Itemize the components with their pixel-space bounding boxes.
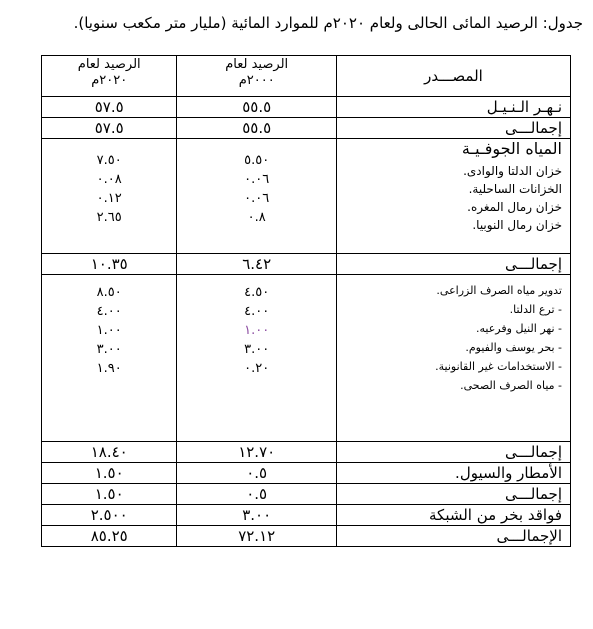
evaporation-2020-cell xyxy=(42,505,177,526)
groundwater-row xyxy=(42,139,571,254)
reuse-2020-values xyxy=(50,283,168,378)
reuse-title: تدوير مياه الصرف الزراعى. xyxy=(436,284,562,297)
balance-2020-header-cell xyxy=(42,56,177,97)
reuse-total-label-cell xyxy=(336,442,570,463)
reuse-item-4-2020: ٣.٠٠ xyxy=(96,342,122,357)
source-header-label: المصـــدر xyxy=(424,67,483,85)
groundwater-2020-values xyxy=(50,151,168,227)
reuse-item-4-label: - الاستخدامات غير القانونية. xyxy=(435,360,562,373)
grand-total-2020-value: ٨٥.٢٥ xyxy=(90,527,128,545)
nile-total-2020-value: ٥٧.٥ xyxy=(94,119,124,137)
groundwater-total-2020-cell xyxy=(42,254,177,275)
evaporation-2000-cell xyxy=(177,505,337,526)
groundwater-2000-values xyxy=(185,151,328,227)
rain-total-label: إجمالـــى xyxy=(505,485,562,503)
reuse-total-label: إجمالـــى xyxy=(505,443,562,461)
groundwater-item-1-label: خزان الدلتا والوادى. xyxy=(463,164,562,178)
nile-total-row xyxy=(42,118,571,139)
groundwater-item-3-2000: ٠.٠٦ xyxy=(244,191,270,206)
rain-label: الأمطار والسيول. xyxy=(455,464,562,482)
nile-total-label-cell xyxy=(336,118,570,139)
evaporation-2020-value: ٢.٥٠٠ xyxy=(90,506,128,524)
groundwater-total-row xyxy=(42,254,571,275)
groundwater-2020-cell xyxy=(42,139,177,254)
groundwater-item-4-2000: ٠.٨ xyxy=(247,210,266,225)
balance-2000-header-line1: الرصيد لعام xyxy=(225,57,289,72)
balance-2000-header-line2: ٢٠٠٠م xyxy=(238,73,275,88)
nile-2000-value: ٥٥.٥ xyxy=(242,98,272,116)
groundwater-total-2020-value: ١٠.٣٥ xyxy=(90,255,128,273)
groundwater-total-label: إجمالـــى xyxy=(505,255,562,273)
reuse-list xyxy=(345,281,562,395)
grand-total-2000-cell xyxy=(177,526,337,547)
reuse-item-1-label: - ترع الدلتا. xyxy=(509,303,562,316)
reuse-item-4-2000: ٣.٠٠ xyxy=(244,342,270,357)
reuse-item-3-label: - بحر يوسف والفيوم. xyxy=(465,341,562,354)
nile-2020-value: ٥٧.٥ xyxy=(94,98,124,116)
grand-total-2000-value: ٧٢.١٢ xyxy=(238,527,276,545)
groundwater-item-2-2020: ٠.٠٨ xyxy=(96,172,122,187)
reuse-item-5-2000: ٠.٢٠ xyxy=(244,361,270,376)
groundwater-total-2000-value: ٦.٤٢ xyxy=(242,255,272,273)
groundwater-list xyxy=(345,139,562,234)
rain-total-2020-cell xyxy=(42,484,177,505)
balance-2000-header xyxy=(185,56,328,89)
balance-2000-header-cell xyxy=(177,56,337,97)
rain-total-2020-value: ١.٥٠ xyxy=(94,485,124,503)
reuse-item-3-2020: ١.٠٠ xyxy=(96,323,122,338)
groundwater-item-2-label: الخزانات الساحلية. xyxy=(468,182,562,196)
reuse-item-5-2020: ١.٩٠ xyxy=(96,361,122,376)
grand-total-label: الإجمالـــى xyxy=(496,527,562,545)
reuse-row xyxy=(42,275,571,442)
rain-total-2000-value: ٠.٥ xyxy=(246,485,268,503)
reuse-label-cell xyxy=(336,275,570,442)
reuse-2000-values xyxy=(185,283,328,378)
balance-2020-header xyxy=(50,56,168,89)
reuse-2000-cell xyxy=(177,275,337,442)
reuse-item-2-2000: ٤.٠٠ xyxy=(244,304,270,319)
groundwater-label-cell xyxy=(336,139,570,254)
rain-total-2000-cell xyxy=(177,484,337,505)
reuse-total-row xyxy=(42,442,571,463)
water-resources-table xyxy=(41,55,571,547)
source-header-cell xyxy=(336,56,570,97)
reuse-2020-cell xyxy=(42,275,177,442)
nile-label: نـهـر الـنـيـل xyxy=(486,98,562,116)
groundwater-item-3-label: خزان رمال المغره. xyxy=(467,200,562,214)
rain-total-row xyxy=(42,484,571,505)
groundwater-2000-cell xyxy=(177,139,337,254)
rain-label-cell xyxy=(336,463,570,484)
groundwater-item-3-2020: ٠.١٢ xyxy=(96,191,122,206)
nile-row xyxy=(42,97,571,118)
groundwater-item-1-2020: ٧.٥٠ xyxy=(96,153,122,168)
rain-2020-value: ١.٥٠ xyxy=(94,464,124,482)
reuse-total-2000-value: ١٢.٧٠ xyxy=(238,443,276,461)
grand-total-2020-cell xyxy=(42,526,177,547)
evaporation-row xyxy=(42,505,571,526)
grand-total-label-cell xyxy=(336,526,570,547)
rain-2000-cell xyxy=(177,463,337,484)
evaporation-label: فواقد بخر من الشبكة xyxy=(429,506,562,524)
nile-total-2020-cell xyxy=(42,118,177,139)
nile-total-2000-value: ٥٥.٥ xyxy=(242,119,272,137)
groundwater-item-2-2000: ٠.٠٦ xyxy=(244,172,270,187)
nile-2020-cell xyxy=(42,97,177,118)
reuse-item-1-2000: ٤.٥٠ xyxy=(244,285,270,300)
reuse-item-2-2020: ٤.٠٠ xyxy=(96,304,122,319)
groundwater-item-4-2020: ٢.٦٥ xyxy=(96,210,122,225)
nile-label-cell xyxy=(336,97,570,118)
rain-row xyxy=(42,463,571,484)
groundwater-item-1-2000: ٥.٥٠ xyxy=(244,153,270,168)
rain-total-label-cell xyxy=(336,484,570,505)
reuse-total-2000-cell xyxy=(177,442,337,463)
groundwater-total-label-cell xyxy=(336,254,570,275)
groundwater-title: المياه الجوفـيـة xyxy=(461,139,562,158)
table-caption: جدول: الرصيد المائى الحالى ولعام ٢٠٢٠م للموارد المائية (مليار متر مكعب سنويا). xyxy=(73,14,583,32)
groundwater-item-4-label: خزان رمال النوبيا. xyxy=(472,218,562,232)
reuse-total-2020-cell xyxy=(42,442,177,463)
rain-2000-value: ٠.٥ xyxy=(246,464,268,482)
reuse-item-2-label: - نهر النيل وفرعيه. xyxy=(476,322,562,335)
groundwater-total-2000-cell xyxy=(177,254,337,275)
nile-2000-cell xyxy=(177,97,337,118)
balance-2020-header-line1: الرصيد لعام xyxy=(77,57,141,72)
rain-2020-cell xyxy=(42,463,177,484)
nile-total-2000-cell xyxy=(177,118,337,139)
reuse-item-1-2020: ٨.٥٠ xyxy=(96,285,122,300)
reuse-total-2020-value: ١٨.٤٠ xyxy=(90,443,128,461)
evaporation-label-cell xyxy=(336,505,570,526)
table-header-row xyxy=(42,56,571,97)
reuse-item-3-2000: ١.٠٠ xyxy=(244,323,270,338)
evaporation-2000-value: ٣.٠٠ xyxy=(242,506,272,524)
balance-2020-header-line2: ٢٠٢٠م xyxy=(91,73,128,88)
grand-total-row xyxy=(42,526,571,547)
nile-total-label: إجمالـــى xyxy=(505,119,562,137)
reuse-item-5-label: - مياه الصرف الصحى. xyxy=(460,379,562,392)
